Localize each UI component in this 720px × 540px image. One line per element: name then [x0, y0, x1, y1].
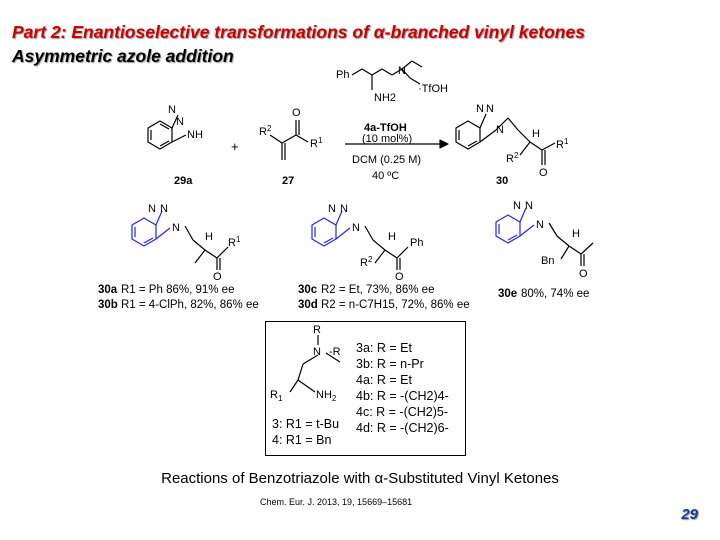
e-label-n3: N: [536, 219, 544, 231]
box-entry-4d: 4d: R = -(CH2)6-: [356, 421, 449, 435]
box-label-r: R: [313, 324, 321, 336]
c-label-n3: N: [352, 222, 360, 234]
c-label-ph: Ph: [410, 237, 424, 249]
p-label-n3: N: [496, 124, 504, 136]
e-label-bn: Bn: [541, 255, 555, 267]
p-label-r1: $R^1$: [556, 137, 569, 151]
p-label-o: O: [539, 167, 548, 179]
example-30c-label: 30c: [298, 284, 318, 296]
p-label-h: H: [532, 128, 540, 140]
label-n: N: [398, 65, 406, 77]
structure-30c: [312, 211, 350, 246]
a-label-o: O: [213, 271, 222, 283]
a-label-n1: N: [148, 203, 156, 215]
label-o: O: [292, 107, 301, 119]
label-tfoh: ·TfOH: [418, 83, 448, 95]
example-30e-text: 80%, 74% ee: [521, 288, 590, 300]
label-nh2: NH2: [374, 92, 397, 104]
e-label-h: H: [572, 228, 580, 240]
example-30a-label: 30a: [98, 284, 118, 296]
catalyst-structure: [352, 61, 422, 90]
box-entry-4b: 4b: R = -(CH2)4-: [356, 389, 449, 403]
structure-30e-chain: [549, 223, 593, 266]
box-label-dash: -R: [329, 346, 341, 358]
structure-30e: [496, 208, 534, 243]
solvent-label: DCM (0.25 M): [352, 154, 422, 166]
structure-27: [270, 120, 308, 160]
example-30e-label: 30e: [498, 288, 518, 300]
example-30a-text: R1 = Ph 86%, 91% ee: [121, 284, 235, 296]
c-label-h: H: [388, 231, 396, 243]
figure-caption: Reactions of Benzotriazole with α-Substituted Vinyl Ketones: [161, 470, 559, 487]
label-r2: $R^2$: [259, 124, 272, 138]
compound-29a: 29a: [174, 175, 193, 187]
slide-subtitle: Asymmetric azole addition: [12, 46, 234, 66]
label-r1: $R^1$: [310, 136, 323, 150]
a-label-n2: N: [160, 203, 168, 215]
e-label-o: O: [579, 268, 588, 280]
example-30d-label: 30d: [298, 299, 318, 311]
p-label-r2: $R^2$: [506, 151, 519, 165]
box-label-nh2: $NH_2$: [316, 389, 337, 403]
box-entry-4a: 4a: R = Et: [356, 373, 412, 387]
loading-label: (10 mol%): [362, 133, 413, 145]
page-number: 29: [681, 506, 698, 523]
example-30d-text: R2 = n-C7H15, 72%, 86% ee: [321, 299, 470, 311]
e-label-n2: N: [525, 200, 533, 212]
e-label-n1: N: [513, 200, 521, 212]
box-def-4: 4: R1 = Bn: [272, 433, 332, 447]
c-label-r2: $R^2$: [360, 255, 373, 269]
catalyst-label: 4a-TfOH: [364, 122, 407, 134]
compound-27: 27: [282, 175, 295, 187]
a-label-n3: N: [172, 222, 180, 234]
label-nh: NH: [187, 129, 203, 141]
box-entry-4c: 4c: R = -(CH2)5-: [356, 405, 449, 419]
label-n2: N: [176, 116, 184, 128]
catalyst-box: [265, 321, 466, 456]
example-30b-text: R1 = 4-ClPh, 82%, 86% ee: [121, 299, 259, 311]
box-entry-3a: 3a: R = Et: [356, 341, 412, 355]
box-label-r1: $R_1$: [270, 389, 283, 403]
c-label-n2: N: [340, 203, 348, 215]
p-label-n2: N: [486, 103, 494, 115]
p-label-n1: N: [476, 103, 484, 115]
c-label-n1: N: [328, 203, 336, 215]
c-label-o: O: [395, 271, 404, 283]
box-label-n: N: [313, 346, 321, 358]
box-entry-3b: 3b: R = n-Pr: [356, 357, 424, 371]
box-def-3: 3: R1 = t-Bu: [272, 417, 340, 431]
label-ph: Ph: [336, 69, 350, 81]
plus-sign: +: [231, 139, 239, 154]
citation: Chem. Eur. J. 2013, 19, 15669–15681: [260, 497, 413, 507]
temperature-label: 40 ºC: [372, 170, 400, 182]
slide-title: Part 2: Enantioselective transformations of α-branched vinyl ketones: [12, 22, 585, 42]
example-30b-label: 30b: [98, 299, 118, 311]
a-label-h: H: [205, 231, 213, 243]
structure-30a: [132, 211, 170, 246]
a-label-r1: $R^1$: [228, 235, 241, 249]
compound-30: 30: [496, 175, 509, 187]
example-30c-text: R2 = Et, 73%, 86% ee: [321, 284, 435, 296]
label-n1: N: [168, 104, 176, 116]
